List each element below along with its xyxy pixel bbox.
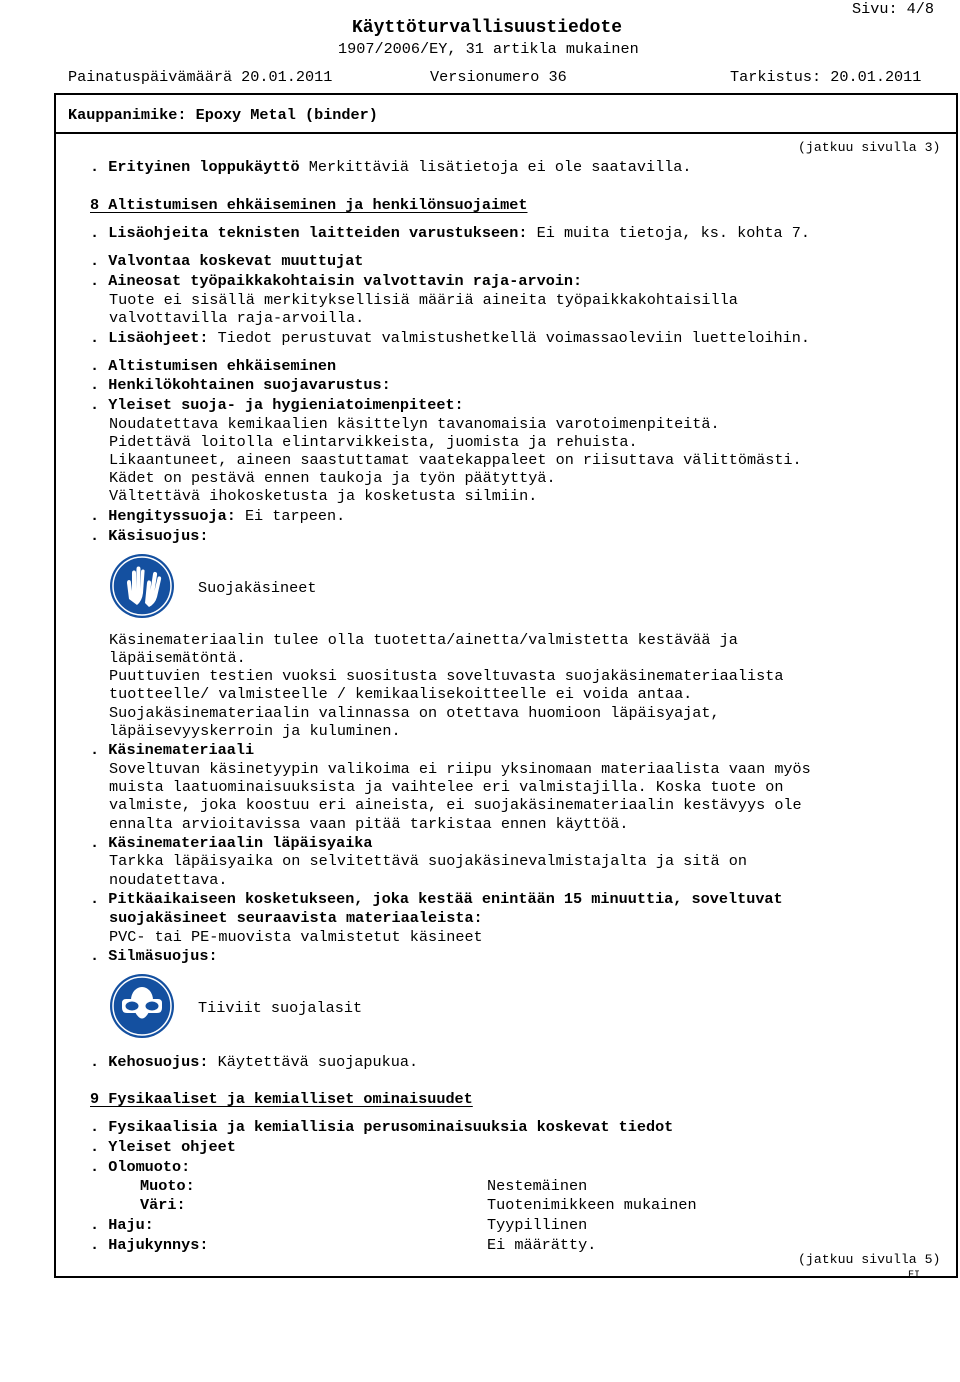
language-code: FI bbox=[908, 1270, 921, 1281]
body-protection-label: . Kehosuojus: bbox=[90, 1053, 209, 1071]
extra-instructions-row bbox=[90, 329, 810, 347]
continued-from: (jatkuu sivulla 3) bbox=[798, 140, 941, 155]
form-label: Muoto: bbox=[140, 1177, 195, 1195]
general-info-label: . Yleiset ohjeet bbox=[90, 1138, 236, 1156]
frame-left bbox=[54, 93, 56, 1278]
body-protection-text: Käytettävä suojapukua. bbox=[208, 1053, 419, 1071]
tradename-divider bbox=[54, 132, 958, 134]
regulation-reference: 1907/2006/EY, 31 artikla mukainen bbox=[338, 40, 639, 58]
section-9-heading: 9 Fysikaaliset ja kemialliset ominaisuudet bbox=[90, 1090, 473, 1108]
glove-material-label: . Käsinemateriaali bbox=[90, 741, 255, 759]
end-use-text: Merkittäviä lisätietoja ei ole saatavilla. bbox=[299, 158, 692, 176]
eye-protection-label: . Silmäsuojus: bbox=[90, 947, 218, 965]
page-number: Sivu: 4/8 bbox=[852, 0, 935, 18]
gloves-icon bbox=[109, 553, 175, 619]
print-date: Painatuspäivämäärä 20.01.2011 bbox=[68, 68, 333, 86]
long-contact-label-1: . Pitkäaikaiseen kosketukseen, joka kestää enintään 15 minuuttia, soveltuvat bbox=[90, 890, 783, 908]
material-line-3: valmiste, joka koostuu eri aineista, ei suojakäsinemateriaalin kestävyys ole bbox=[109, 796, 802, 814]
basic-properties-label: . Fysikaalisia ja kemiallisia perusominaisuuksia koskevat tiedot bbox=[90, 1118, 674, 1136]
hand-line-3: Puuttuvien testien vuoksi suositusta soveltuvasta suojakäsinemateriaalista bbox=[109, 667, 784, 685]
material-line-2: muista laatuominaisuuksista ja vaihtelee eri valmistajilla. Koska tuote on bbox=[109, 778, 784, 796]
hygiene-line-4: Kädet on pestävä ennen taukoja ja työn päätyttyä. bbox=[109, 469, 556, 487]
material-line-1: Soveltuvan käsinetyypin valikoima ei riipu yksinomaan materiaalista vaan myös bbox=[109, 760, 811, 778]
odor-label: . Haju: bbox=[90, 1216, 154, 1234]
goggles-caption: Tiiviit suojalasit bbox=[198, 999, 363, 1017]
breakthrough-line-1: Tarkka läpäisyaika on selvitettävä suojakäsinevalmistajalta ja sitä on bbox=[109, 852, 747, 870]
hygiene-line-5: Vältettävä ihokosketusta ja kosketusta silmiin. bbox=[109, 487, 538, 505]
hygiene-line-1: Noudatettava kemikaalien käsittelyn tavanomaisia varotoimenpiteitä. bbox=[109, 415, 720, 433]
hand-line-2: läpäisemätöntä. bbox=[109, 649, 246, 667]
technical-equipment-text: Ei muita tietoja, ks. kohta 7. bbox=[527, 224, 811, 242]
respiratory-label: . Hengityssuoja: bbox=[90, 507, 236, 525]
technical-equipment-row bbox=[90, 224, 810, 242]
odor-threshold-label: . Hajukynnys: bbox=[90, 1236, 209, 1254]
frame-top bbox=[54, 93, 958, 95]
revision-date: Tarkistus: 20.01.2011 bbox=[730, 68, 922, 86]
appearance-label: . Olomuoto: bbox=[90, 1158, 191, 1176]
hygiene-line-3: Likaantuneet, aineen saastuttamat vaatekappaleet on riisuttava välittömästi. bbox=[109, 451, 802, 469]
continued-to: (jatkuu sivulla 5) bbox=[798, 1252, 941, 1267]
technical-equipment-label: . Lisäohjeita teknisten laitteiden varustukseen: bbox=[90, 224, 528, 242]
section-8-heading: 8 Altistumisen ehkäiseminen ja henkilönsuojaimet bbox=[90, 196, 528, 214]
hand-protection-label: . Käsisuojus: bbox=[90, 527, 209, 545]
odor-value: Tyypillinen bbox=[487, 1216, 588, 1234]
exposure-controls: . Altistumisen ehkäiseminen bbox=[90, 357, 337, 375]
hand-line-6: läpäisevyyskerroin ja kuluminen. bbox=[109, 722, 401, 740]
breakthrough-label: . Käsinemateriaalin läpäisyaika bbox=[90, 834, 373, 852]
color-label: Väri: bbox=[140, 1196, 186, 1214]
ingredients-text-1: Tuote ei sisällä merkityksellisiä määriä aineita työpaikkakohtaisilla bbox=[109, 291, 738, 309]
ingredients-label: . Aineosat työpaikkakohtaisin valvottavin raja-arvoin: bbox=[90, 272, 583, 290]
version-number: Versionumero 36 bbox=[430, 68, 567, 86]
material-line-4: ennalta arvioitavissa vaan pitää tarkistaa ennen käyttöä. bbox=[109, 815, 629, 833]
goggles-icon bbox=[109, 973, 175, 1039]
extra-instructions-label: . Lisäohjeet: bbox=[90, 329, 209, 347]
end-use-row bbox=[90, 158, 692, 176]
frame-bottom bbox=[54, 1276, 958, 1278]
respiratory-text: Ei tarpeen. bbox=[235, 507, 346, 525]
hygiene-label: . Yleiset suoja- ja hygieniatoimenpiteet: bbox=[90, 396, 464, 414]
hand-line-5: Suojakäsinemateriaalin valinnassa on otettava huomioon läpäisyajat, bbox=[109, 704, 720, 722]
color-value: Tuotenimikkeen mukainen bbox=[487, 1196, 697, 1214]
document-title: Käyttöturvallisuustiedote bbox=[352, 18, 623, 38]
frame-right bbox=[956, 93, 958, 1278]
end-use-label: . Erityinen loppukäyttö bbox=[90, 158, 300, 176]
extra-instructions-text: Tiedot perustuvat valmistushetkellä voimassaoleviin luetteloihin. bbox=[208, 329, 811, 347]
trade-name: Kauppanimike: Epoxy Metal (binder) bbox=[68, 106, 378, 124]
hygiene-line-2: Pidettävä loitolla elintarvikkeista, juomista ja rehuista. bbox=[109, 433, 638, 451]
ingredients-text-2: valvottavilla raja-arvoilla. bbox=[109, 309, 365, 327]
control-parameters: . Valvontaa koskevat muuttujat bbox=[90, 252, 364, 270]
hand-line-1: Käsinemateriaalin tulee olla tuotetta/ainetta/valmistetta kestävää ja bbox=[109, 631, 738, 649]
long-contact-label-2: suojakäsineet seuraavista materiaaleista: bbox=[109, 909, 483, 927]
breakthrough-line-2: noudatettava. bbox=[109, 871, 228, 889]
body-protection-row bbox=[90, 1053, 418, 1071]
hand-line-4: tuotteelle/ valmisteelle / kemikaalisekoitteelle ei voida antaa. bbox=[109, 685, 693, 703]
gloves-caption: Suojakäsineet bbox=[198, 579, 317, 597]
odor-threshold-value: Ei määrätty. bbox=[487, 1236, 597, 1254]
long-contact-text: PVC- tai PE-muovista valmistetut käsineet bbox=[109, 928, 483, 946]
form-value: Nestemäinen bbox=[487, 1177, 588, 1195]
personal-protection: . Henkilökohtainen suojavarustus: bbox=[90, 376, 391, 394]
respiratory-row bbox=[90, 507, 345, 525]
